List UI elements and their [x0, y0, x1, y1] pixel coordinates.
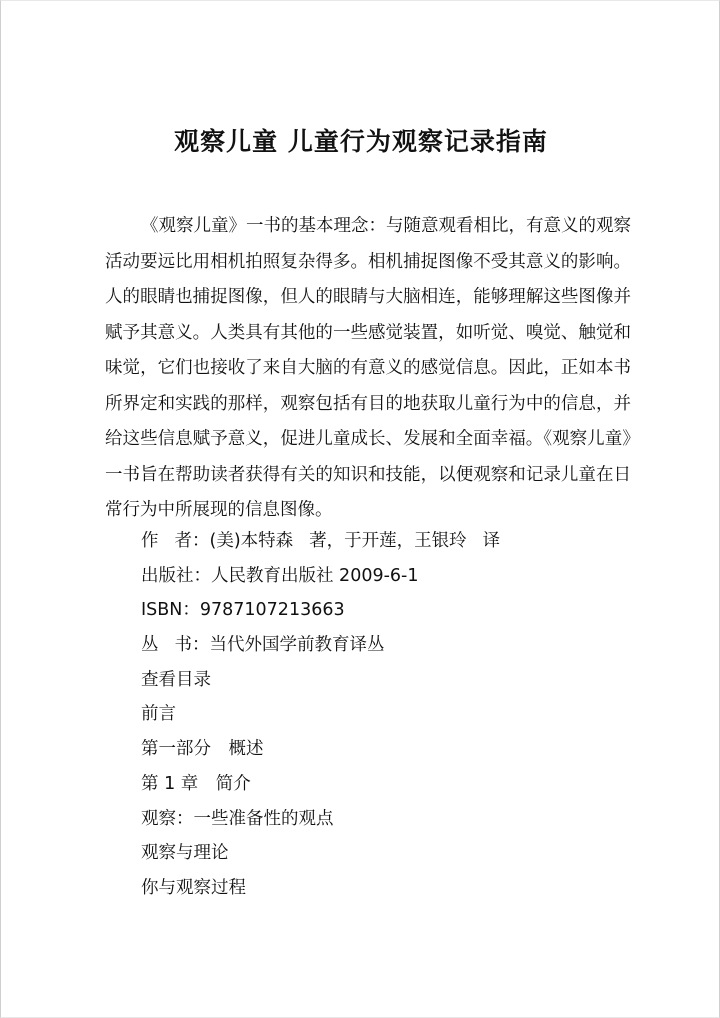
author-label-char-1: 作 [141, 531, 159, 551]
book-description [105, 209, 631, 529]
document-title: 观察儿童 儿童行为观察记录指南 [174, 127, 548, 156]
toc-item: 前言 [141, 704, 176, 725]
toc-item: 你与观察过程 [141, 877, 246, 898]
toc-item: 第 1 章 简介 [141, 773, 251, 794]
publisher-line: 出版社：人民教育出版社 2009-6-1 [141, 565, 419, 586]
author-label-char-2: 者： [174, 531, 210, 551]
series-label-char-1: 丛 [141, 635, 159, 656]
toc-link[interactable]: 查看目录 [141, 669, 211, 690]
series-line [141, 628, 500, 663]
series-label-char-2: 书： [174, 635, 210, 656]
book-metadata [141, 524, 500, 906]
toc-item: 第一部分 概述 [141, 739, 264, 760]
translator-role: 译 [482, 531, 501, 551]
isbn-line: ISBN：9787107213663 [141, 600, 345, 621]
toc-item: 观察与理论 [141, 843, 229, 864]
series-name: 当代外国学前教育译丛 [209, 635, 385, 656]
author-name: (美)本特森 [209, 531, 294, 551]
book-description-text: 《观察儿童》一书的基本理念：与随意观看相比，有意义的观察活动要远比用相机拍照复杂得多。相机捕捉图像不受其意义的影响。人的眼睛也捕捉图像，但人的眼睛与大脑相连，能够理解这些图像并赋予其意义。人类具有其他的一些感觉装置，如听觉、嗅觉、触觉和味觉，它们也接收了来自大脑的有意义的感觉信息。因此，正如本书所界定和实践的那样，观察包括有目的地获取儿童行为中的信息，并给这些信息赋予意义，促进儿童成长、发展和全面幸福。《观察儿童》一书旨在帮助读者获得有关的知识和技能，以便观察和记录儿童在日常行为中所展现的信息图像。 [105, 216, 631, 520]
translator-names: 于开莲，王银玲 [344, 531, 467, 551]
toc-item: 观察：一些准备性的观点 [141, 808, 334, 829]
author-line [141, 524, 500, 559]
author-role: 著， [309, 531, 345, 551]
